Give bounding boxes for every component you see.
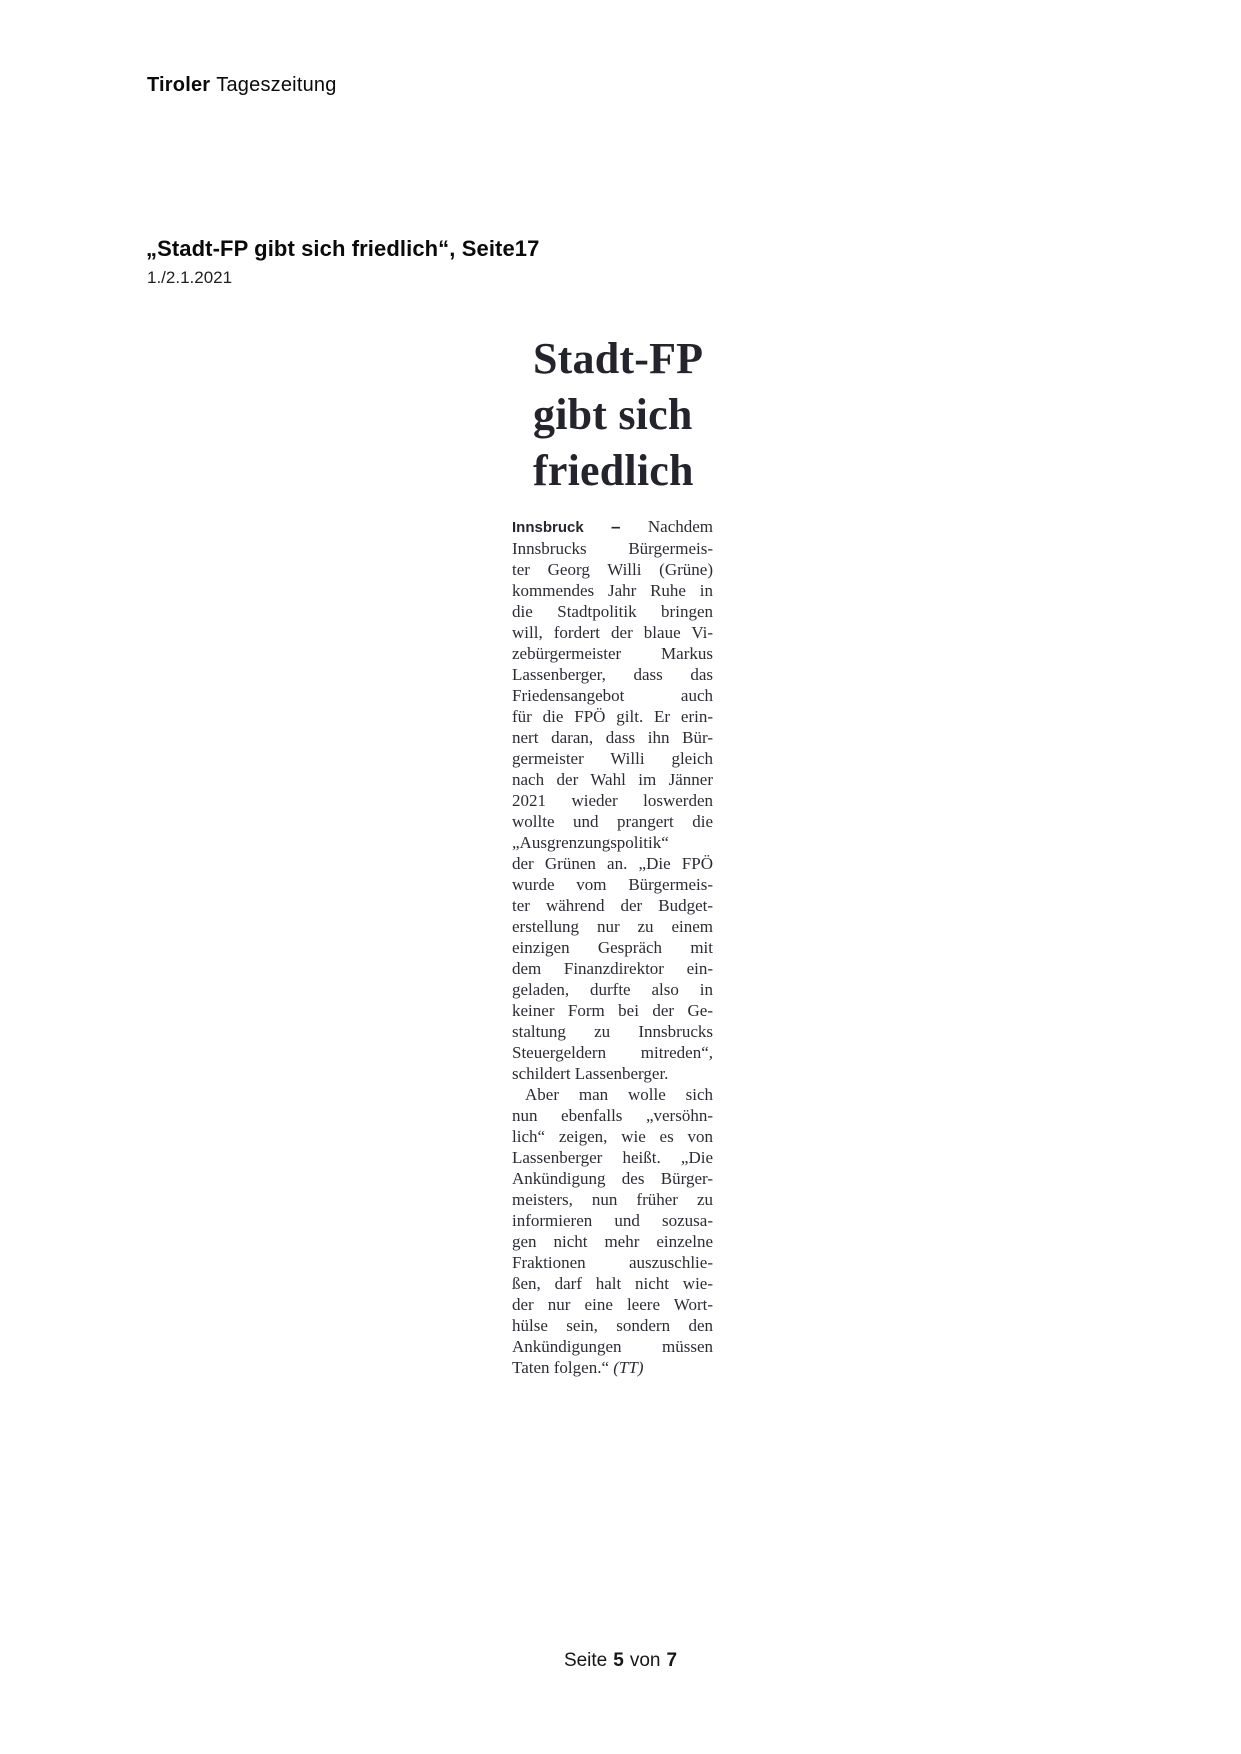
article-line: Lassenberger, dass das	[512, 665, 713, 684]
article-line: keiner Form bei der Ge-	[512, 1001, 713, 1020]
article-line: lich“ zeigen, wie es von	[512, 1127, 713, 1146]
article-line: hülse sein, sondern den	[512, 1316, 713, 1335]
article-line: staltung zu Innsbrucks	[512, 1022, 713, 1041]
article-line: Innsbrucks Bürgermeis-	[512, 539, 713, 558]
article-line: meisters, nun früher zu	[512, 1190, 713, 1209]
article-line: dem Finanzdirektor ein-	[512, 959, 713, 978]
article-line: informieren und sozusa-	[512, 1211, 713, 1230]
article-line: der nur eine leere Wort-	[512, 1295, 713, 1314]
article-line: germeister Willi gleich	[512, 749, 713, 768]
article-line: Friedensangebot auch	[512, 686, 713, 705]
article-dateline: Innsbruck	[512, 519, 584, 536]
article-line: einzigen Gespräch mit	[512, 938, 713, 957]
article-line: ßen, darf halt nicht wie-	[512, 1274, 713, 1293]
article-line: die Stadtpolitik bringen	[512, 602, 713, 621]
article-headline	[533, 331, 703, 499]
dateline-dash: –	[611, 517, 621, 536]
masthead	[147, 74, 337, 97]
article-line: zebürgermeister Markus	[512, 644, 713, 663]
article-line: nun ebenfalls „versöhn-	[512, 1106, 713, 1125]
article-line: Taten folgen.“ (TT)	[512, 1358, 644, 1377]
masthead-brand-bold: Tiroler	[147, 74, 211, 96]
article-line: kommendes Jahr Ruhe in	[512, 581, 713, 600]
article-line: erstellung nur zu einem	[512, 917, 713, 936]
article-body	[512, 516, 713, 1378]
article-line: ter während der Budget-	[512, 896, 713, 915]
listing-date: 1./2.1.2021	[147, 268, 233, 287]
article-line: Steuergeldern mitreden“,	[512, 1043, 713, 1062]
footer-current-page: 5	[613, 1650, 624, 1671]
article-line: der Grünen an. „Die FPÖ	[512, 854, 713, 873]
article-line: Ankündigungen müssen	[512, 1337, 713, 1356]
article-line: Lassenberger heißt. „Die	[512, 1148, 713, 1167]
article-line: will, fordert der blaue Vi-	[512, 623, 713, 642]
masthead-brand-rest: Tageszeitung	[216, 74, 337, 96]
headline-line: friedlich	[533, 446, 694, 495]
headline-line: gibt sich	[533, 390, 693, 439]
article-line: ter Georg Willi (Grüne)	[512, 560, 713, 579]
article-line: wollte und prangert die	[512, 812, 713, 831]
headline-line: Stadt-FP	[533, 334, 704, 383]
article-line: 2021 wieder loswerden	[512, 791, 713, 810]
article-line: nach der Wahl im Jänner	[512, 770, 713, 789]
article-line: Ankündigung des Bürger-	[512, 1169, 713, 1188]
article-line: „Ausgrenzungspolitik“	[512, 833, 669, 852]
article-line: schildert Lassenberger.	[512, 1064, 669, 1083]
article-credit: (TT)	[613, 1358, 644, 1377]
article-line: nert daran, dass ihn Bür-	[512, 728, 713, 747]
listing-title: „Stadt-FP gibt sich friedlich“, Seite17	[146, 236, 540, 261]
article-line: Aber man wolle sich	[525, 1085, 713, 1104]
article-line: für die FPÖ gilt. Er erin-	[512, 707, 713, 726]
article-line: Fraktionen auszuschlie-	[512, 1253, 713, 1272]
article-line: gen nicht mehr einzelne	[512, 1232, 713, 1251]
footer-total-pages: 7	[666, 1650, 678, 1671]
footer-middle: von	[629, 1650, 661, 1671]
article-line: wurde vom Bürgermeis-	[512, 875, 713, 894]
article-line: geladen, durfte also in	[512, 980, 713, 999]
page-footer	[0, 1650, 1241, 1672]
footer-prefix: Seite	[563, 1650, 608, 1671]
article-line: Innsbruck – Nachdem	[512, 517, 714, 536]
